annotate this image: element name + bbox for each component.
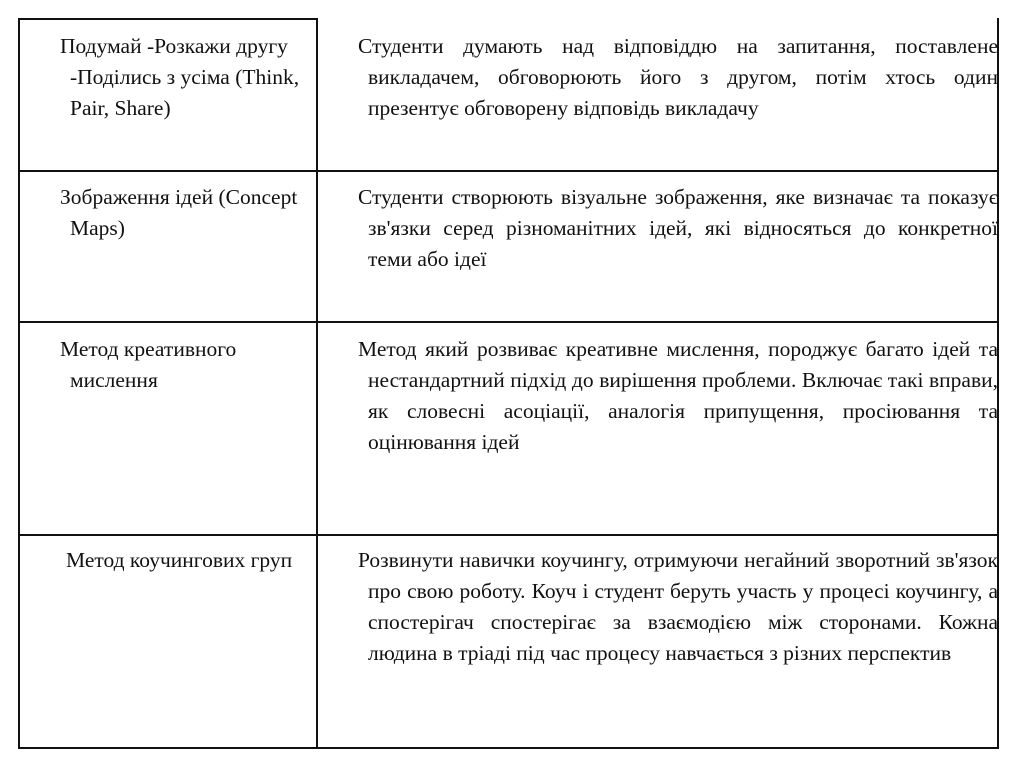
table-border-left (18, 18, 20, 748)
row-divider (18, 321, 999, 323)
row-divider (18, 170, 999, 172)
method-name-concept-maps: Зображення ідей (Concept Maps) (60, 185, 298, 240)
table-border-bottom (18, 747, 999, 749)
column-divider (316, 18, 318, 748)
method-name-think-pair-share: Подумай -Розкажи другу -Поділись з усіма (Think, Pair, Share) (60, 34, 300, 120)
row-divider (18, 534, 999, 536)
method-name-coaching-groups: Метод коучингових груп (66, 548, 293, 572)
method-description-creative-thinking: Метод який розвиває креативне мислення, породжує багато ідей та нестандартний підхід до вирішення проблеми. Включає такі вправи, як словесні асоціації, аналогія припущення, просіювання та оцінювання ідей (358, 337, 998, 454)
method-description-concept-maps: Студенти створюють візуальне зображення, яке визначає та показує зв'язки серед різноманітних ідей, які відносяться до конкретної теми або ідеї (358, 185, 998, 271)
method-name-creative-thinking: Метод креативного мислення (60, 337, 237, 392)
method-description-coaching-groups: Розвинути навички коучингу, отримуючи негайний зворотний зв'язок про свою роботу. Коуч і студент беруть участь у процесі коучингу, а спостерігач спостерігає за взаємодією між сторонами. Кожна людина в тріаді під час процесу навчається з різних перспектив (358, 548, 998, 665)
table-border-top (18, 18, 318, 20)
method-description-think-pair-share: Студенти думають над відповіддю на запитання, поставлене викладачем, обговорюють його з другом, потім хтось один презентує обговорену відповідь викладачу (358, 34, 998, 120)
methods-table (18, 18, 999, 748)
